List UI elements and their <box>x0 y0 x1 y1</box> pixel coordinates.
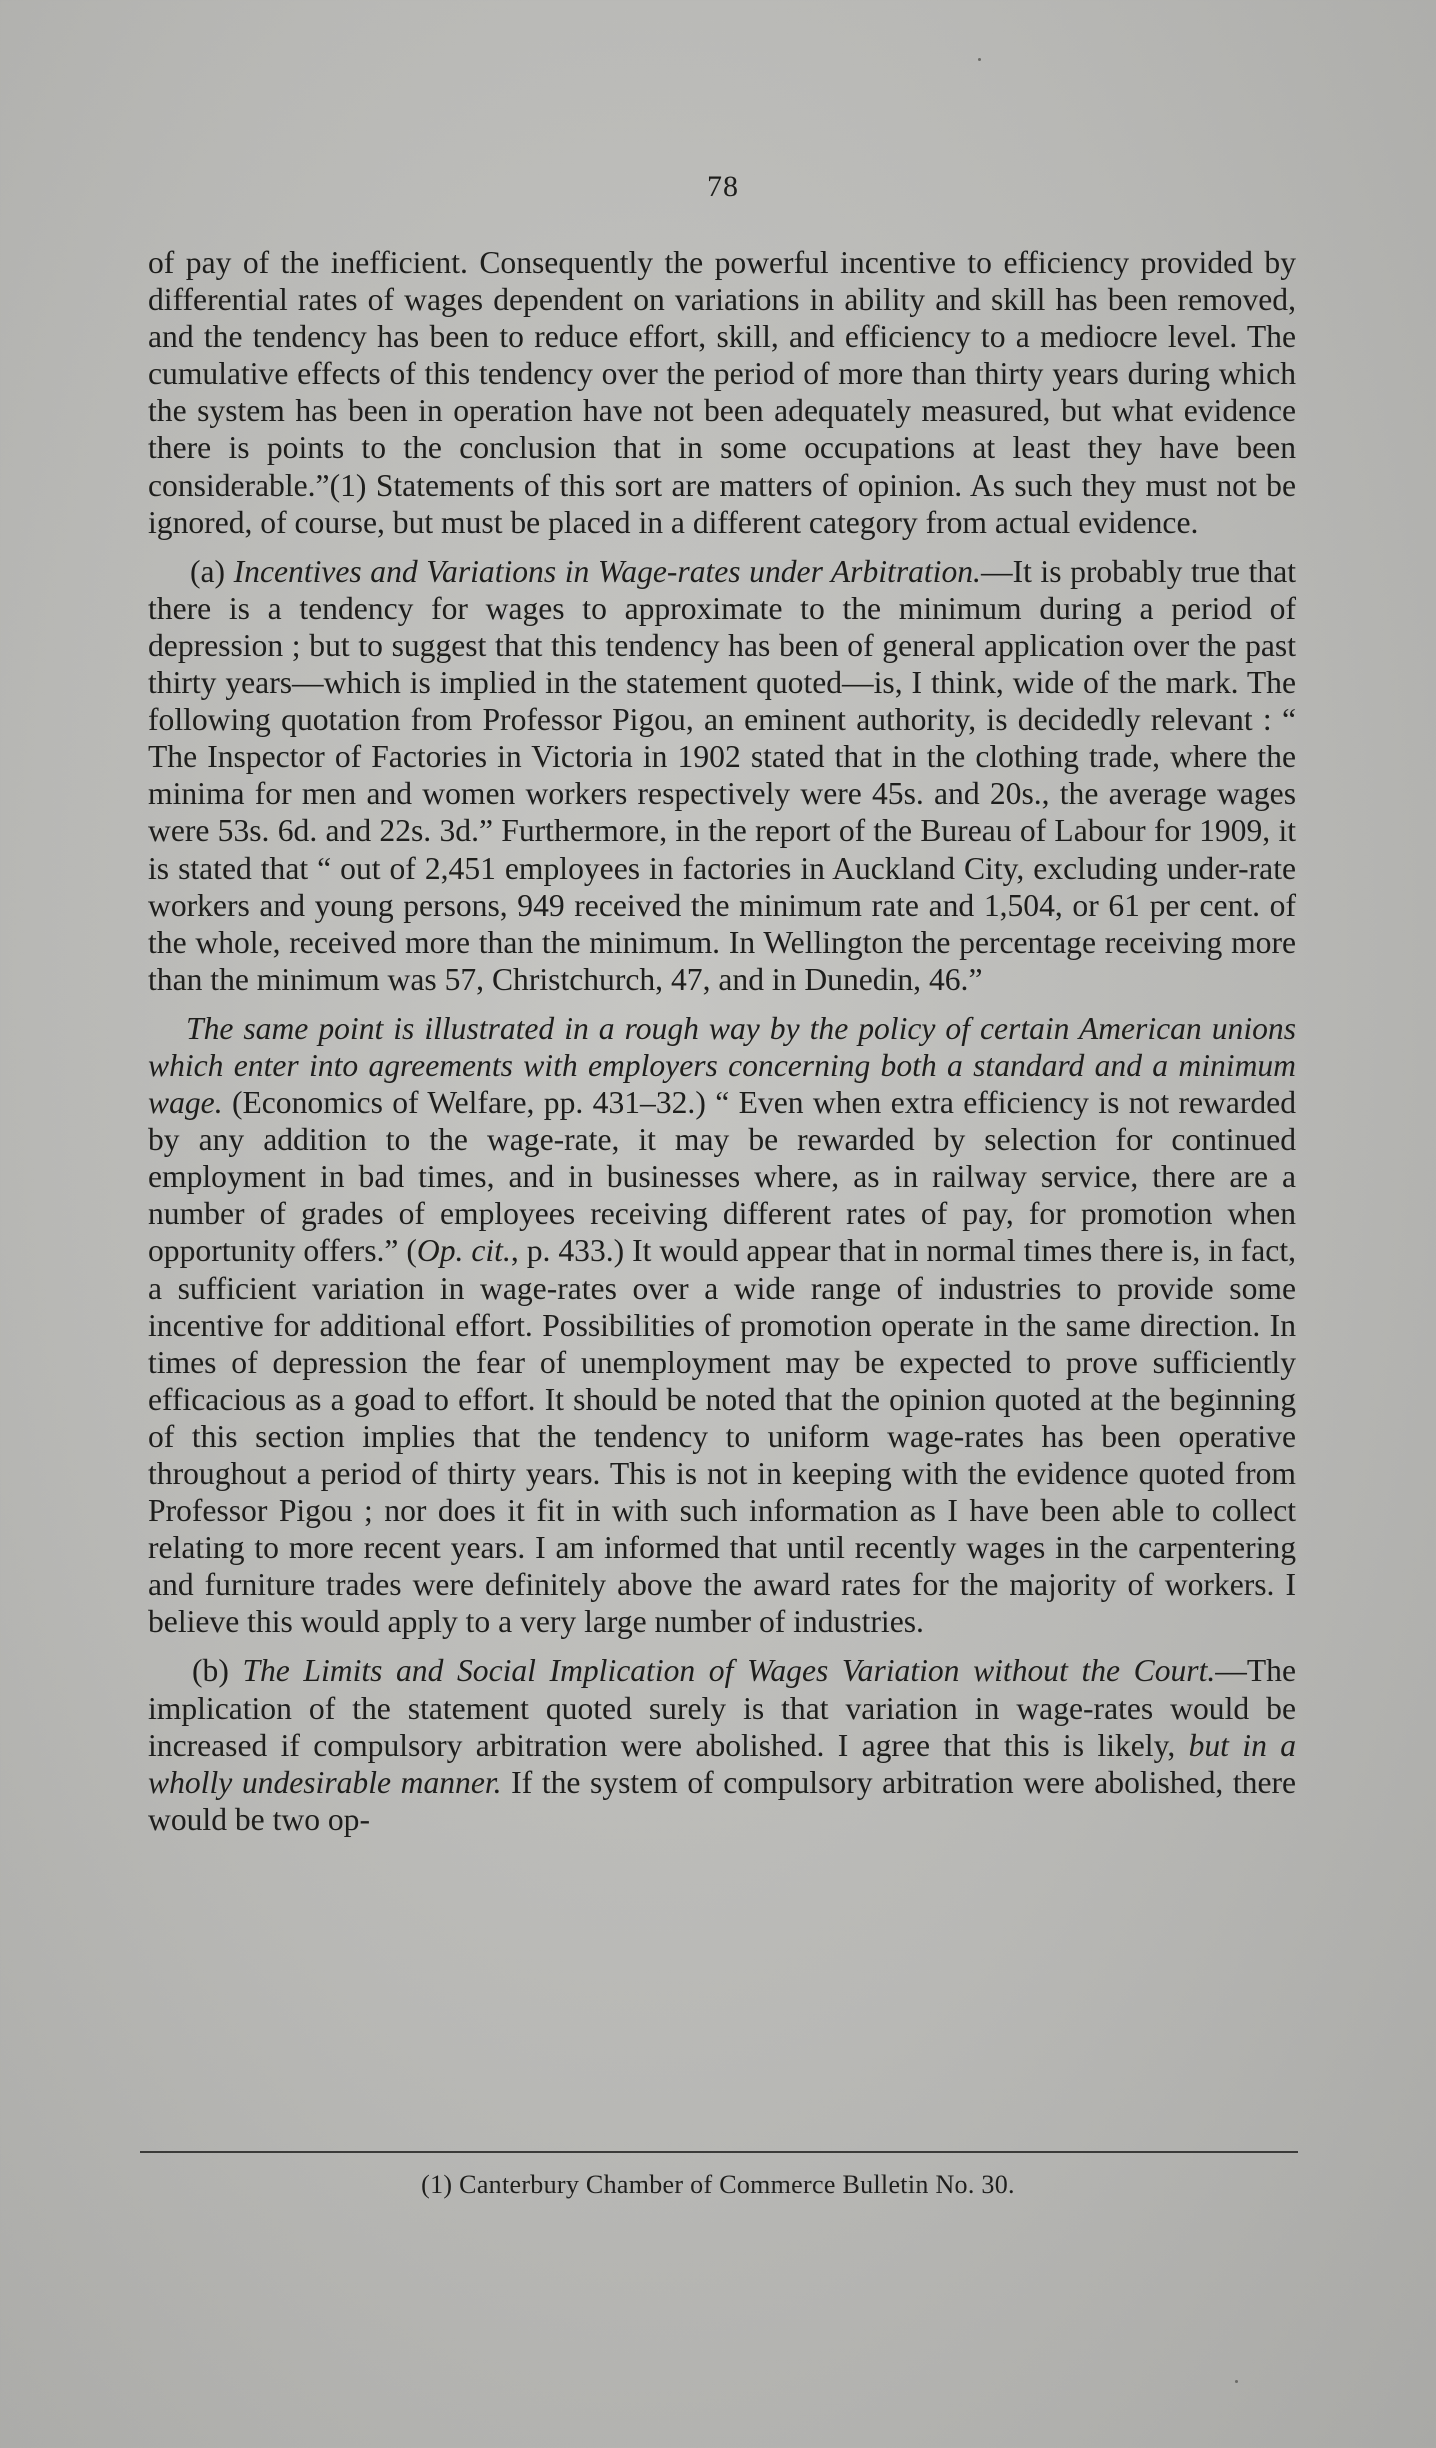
paragraph-continuation <box>148 244 1296 541</box>
paragraph-text: —It is probably true that there is a tendency for wages to approximate to the minimum during a period of depression ; but to suggest that this tendency has been of general application over the past thirty years—which is implied in the statement quoted—is, I think, wide of the mark. The following quotation from Professor Pigou, an eminent authority, is decidedly relevant : “ The Inspector of Factories in Victoria in 1902 stated that in the clothing trade, where the minima for men and women workers respectively were 45s. and 20s., the average wages were 53s. 6d. and 22s. 3d.” Furthermore, in the report of the Bureau of Labour for 1909, it is stated that “ out of 2,451 employees in factories in Auckland City, excluding under-rate workers and young persons, 949 received the minimum rate and 1,504, or 61 per cent. of the whole, received more than the minimum. In Wellington the percentage receiving more than the minimum was 57, Christchurch, 47, and in Dunedin, 46.” <box>148 553 1297 997</box>
paper-speck <box>978 58 981 61</box>
footnote-divider <box>140 2151 1298 2153</box>
footnote: (1) Canterbury Chamber of Commerce Bulletin No. 30. <box>421 2170 1015 2199</box>
paragraph-text: , p. 433.) It would appear that in normal times there is, in fact, a sufficient variation in wage-rates over a wide range of industries to provide some incentive for additional effort. Possibilities of promotion operate in the same direction. In times of depression the fear of unemployment may be expected to prove sufficiently efficacious as a goad to effort. It should be noted that the opinion quoted at the beginning of this section implies that the tendency to uniform wage-rates has been operative throughout a period of thirty years. This is not in keeping with the evidence quoted from Professor Pigou ; nor does it fit in with such information as I have been able to collect relating to more recent years. I am informed that until recently wages in the carpentering and furniture trades were definitely above the award rates for the majority of workers. I believe this would apply to a very large number of industries. <box>148 1233 1297 1640</box>
paragraph-section-b <box>148 1652 1296 1837</box>
italic-phrase: but in a wholly undesirable manner. <box>148 1727 1296 1800</box>
italic-quotation: The same point is illustrated in a rough way by the policy of certain American unions which enter into agreements with employers concerning both a standard and a minimum wage. <box>148 1010 1296 1121</box>
paragraph-text: of pay of the inefficient. Consequently the powerful incentive to efficiency provided by differential rates of wages dependent on variations in ability and skill has been removed, and the tendency has been to reduce effort, skill, and efficiency to a mediocre level. The cumulative effects of this tendency over the period of more than thirty years during which the system has been in operation have not been adequately measured, but what evidence there is points to the conclusion that in some occupations at least they have been considerable.”(1) Statements of this sort are matters of opinion. As such they must not be ignored, of course, but must be placed in a different category from actual evidence. <box>148 245 1296 540</box>
section-label: (b) <box>192 1653 229 1689</box>
paragraph-quotation <box>148 1010 1296 1641</box>
section-label: (a) <box>190 553 226 589</box>
paper-speck <box>1235 2380 1238 2383</box>
citation: Op. cit. <box>416 1233 511 1269</box>
paragraph-text: (Economics of Welfare, pp. 431–32.) “ Even when extra efficiency is not rewarded by any addition to the wage-rate, it may be rewarded by selection for continued employment in bad times, and in businesses where, as in railway service, there are a number of grades of employees receiving different rates of pay, for promotion when opportunity offers.” ( <box>148 1085 1296 1269</box>
section-heading: The Limits and Social Implication of Wages Variation without the Court. <box>242 1653 1216 1689</box>
body-text <box>148 244 1296 1850</box>
paragraph-text: —The implication of the statement quoted surely is that variation in wage-rates would be increased if compulsory arbitration were abolished. I agree that this is likely, <box>148 1653 1296 1763</box>
paragraph-text: If the system of compulsory arbitration were abolished, there would be two op- <box>148 1764 1297 1837</box>
section-heading: Incentives and Variations in Wage-rates under Arbitration. <box>233 553 981 589</box>
paragraph-section-a <box>148 553 1296 998</box>
page-number: 78 <box>707 170 739 203</box>
